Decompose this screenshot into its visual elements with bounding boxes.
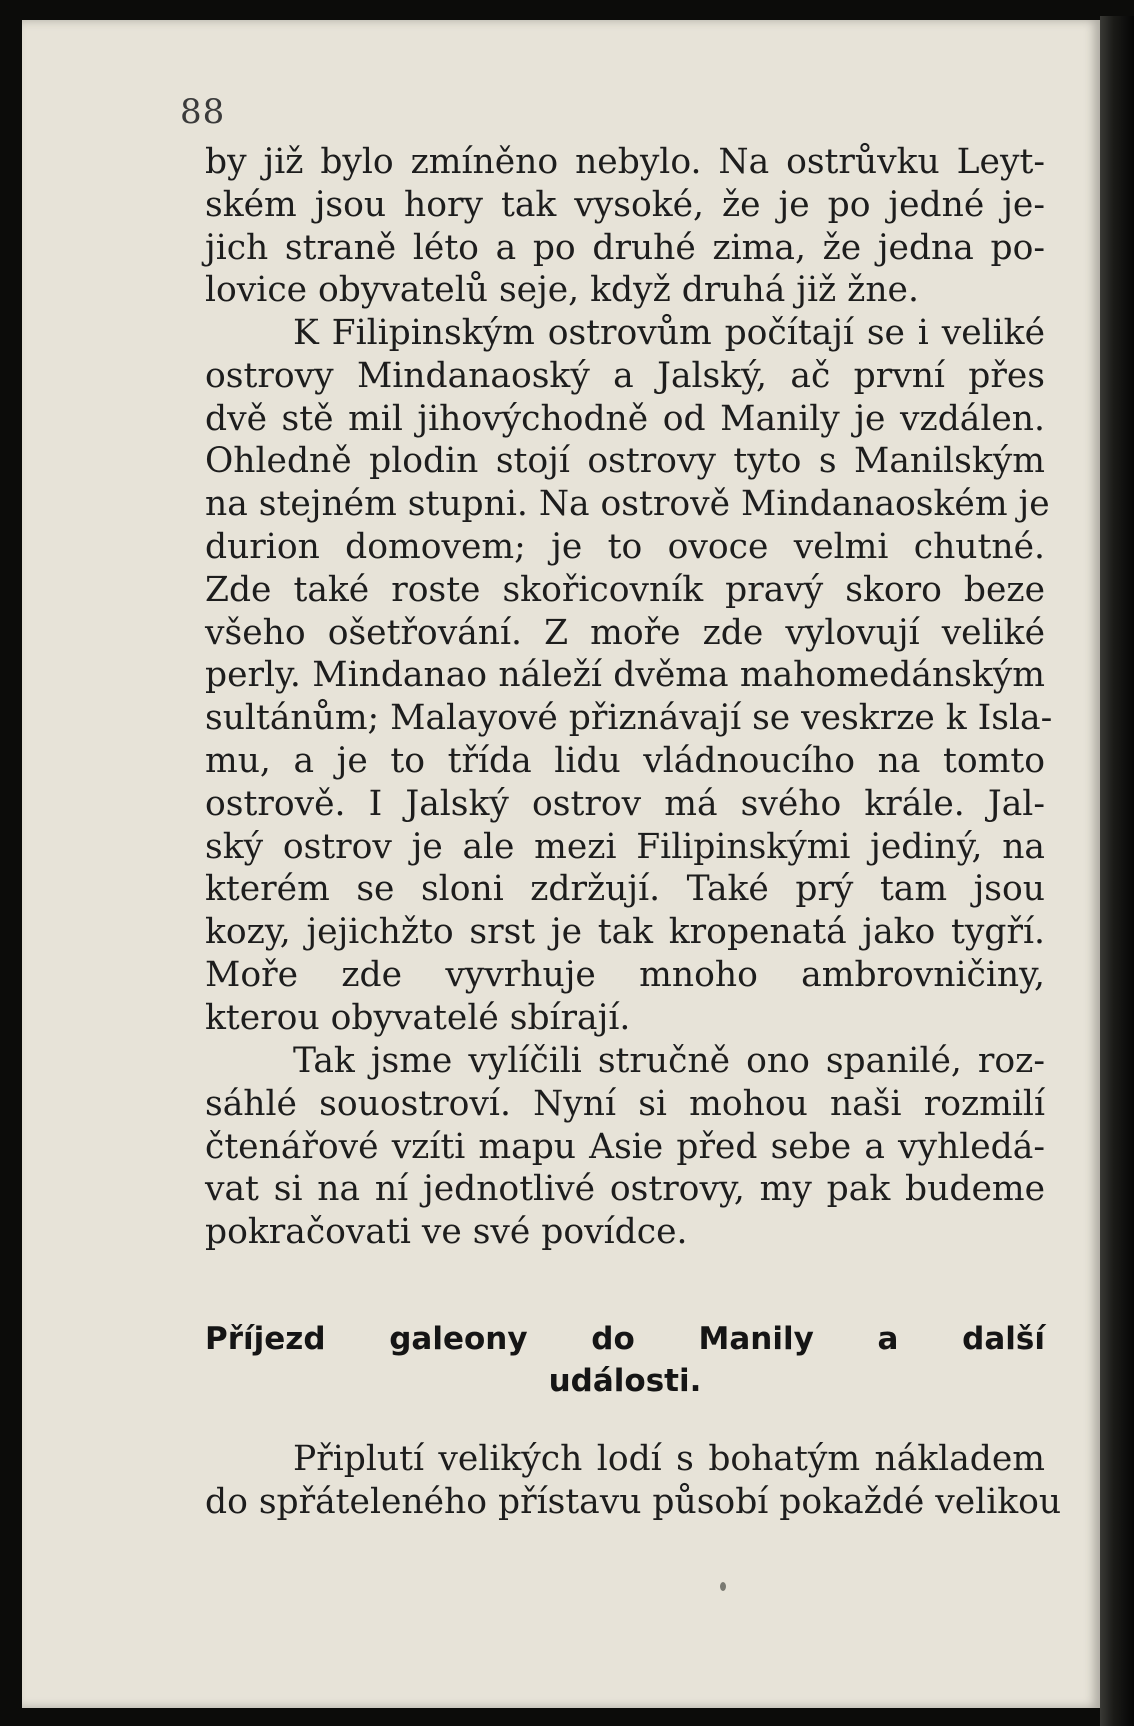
text-line: Tak jsme vylíčili stručně ono spanilé, roz- xyxy=(293,1041,1045,1081)
text-line: durion domovem; je to ovoce velmi chutné. xyxy=(205,526,1045,567)
text-line: sultánům; Malayové přiznávají se veskrze k Isla- xyxy=(205,698,1053,739)
text-line: čtenářové vzíti mapu Asie před sebe a vyhledá- xyxy=(205,1126,1045,1167)
text-line: Připlutí velikých lodí s bohatým nákladem xyxy=(293,1439,1045,1479)
book-spine-shadow xyxy=(1100,16,1134,1726)
paragraph-1 xyxy=(205,141,1045,312)
heading-line: události. xyxy=(548,1363,702,1399)
text-line: ský ostrov je ale mezi Filipinskými jediný, na xyxy=(205,826,1045,867)
text-line: kterém se sloni zdržují. Také prý tam jsou xyxy=(205,869,1045,910)
text-line: ostrově. I Jalský ostrov má svého krále. Jal- xyxy=(205,783,1045,824)
text-line: vat si na ní jednotlivé ostrovy, my pak budeme xyxy=(205,1169,1045,1210)
text-line: všeho ošetřování. Z moře zde vylovují veliké xyxy=(205,612,1045,653)
text-line: dvě stě mil jihovýchodně od Manily je vzdálen. xyxy=(205,398,1045,439)
paragraph-4 xyxy=(205,1438,1062,1524)
text-line: na stejném stupni. Na ostrově Mindanaoském je xyxy=(205,484,1050,525)
page-number: 88 xyxy=(180,92,226,132)
text-line: Ohledně plodin stojí ostrovy tyto s Manilským xyxy=(205,441,1045,482)
paragraph-3 xyxy=(205,1040,1045,1254)
heading-line: Příjezd galeony do Manily a další xyxy=(205,1321,1045,1357)
text-line: jich straně léto a po druhé zima, že jedna po- xyxy=(205,227,1045,268)
text-line: perly. Mindanao náleží dvěma mahomedánským xyxy=(205,655,1045,696)
text-line: sáhlé souostroví. Nyní si mohou naši rozmilí xyxy=(205,1083,1045,1124)
text-line: ostrovy Mindanaoský a Jalský, ač první přes xyxy=(205,355,1045,396)
text-line: K Filipinským ostrovům počítají se i veliké xyxy=(293,313,1045,353)
paper-speck xyxy=(720,1582,726,1591)
text-line: Zde také roste skořicovník pravý skoro beze xyxy=(205,569,1045,610)
text-line: lovice obyvatelů seje, když druhá již žne. xyxy=(205,270,919,311)
text-line: ském jsou hory tak vysoké, že je po jedné je- xyxy=(205,184,1045,225)
text-line: Moře zde vyvrhuje mnoho ambrovničiny, xyxy=(205,954,1045,995)
paragraph-2 xyxy=(205,312,1053,1040)
section-heading xyxy=(205,1318,1045,1402)
text-line: pokračovati ve své povídce. xyxy=(205,1212,688,1253)
text-line: by již bylo zmíněno nebylo. Na ostrůvku Leyt- xyxy=(205,142,1045,182)
text-line: do spřáteleného přístavu působí pokaždé velikou xyxy=(205,1481,1062,1522)
text-line: mu, a je to třída lidu vládnoucího na tomto xyxy=(205,740,1045,781)
text-line: kozy, jejichžto srst je tak kropenatá jako tygří. xyxy=(205,912,1045,953)
text-line: kterou obyvatelé sbírají. xyxy=(205,997,631,1038)
